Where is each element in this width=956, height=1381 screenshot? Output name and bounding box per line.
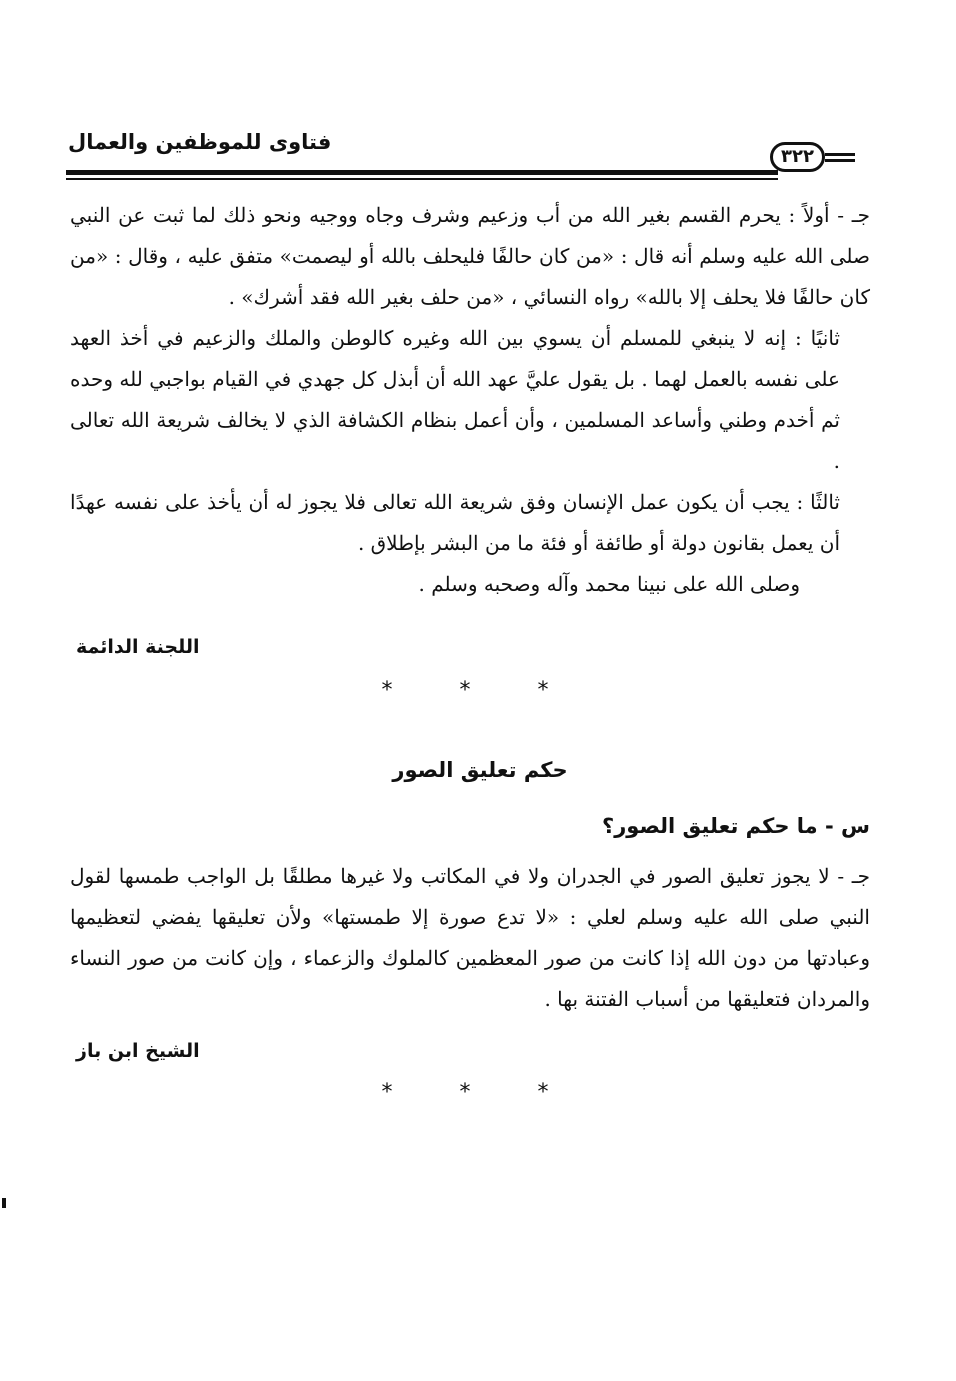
header-rule-thin bbox=[66, 178, 778, 180]
answer-one-para-2: ثانيًا : إنه لا ينبغي للمسلم أن يسوي بين الله وغيره كالوطن والملك والزعيم في أخذ العهد على نفسه بالعمل لهما . بل يقول عليَّ عهد الله أن أبذل كل جهدي في القيام بواجبي لله وحده ثم أخدم وطني وأساعد المسلمين ، وأن أعمل بنظام الكشافة الذي لا يخالف شريعة الله تعالى . bbox=[70, 326, 840, 473]
signature-committee: اللجنة الدائمة bbox=[76, 636, 200, 658]
section-separator-1: * * * bbox=[381, 678, 579, 703]
answer-one-para-3: ثالثًا : يجب أن يكون عمل الإنسان وفق شريعة الله تعالى فلا يجوز له أن يأخذ على نفسه عهدًا أن يعمل بقانون دولة أو طائفة أو فئة ما من البشر بإطلاق . bbox=[70, 490, 840, 555]
question-text: س - ما حكم تعليق الصور؟ bbox=[602, 814, 870, 838]
section-title: حكم تعليق الصور bbox=[392, 758, 568, 782]
book-title: فتاوى للموظفين والعمال bbox=[68, 130, 332, 154]
header-rule-thick bbox=[66, 170, 778, 175]
header-dash-ornament bbox=[825, 153, 855, 156]
answer-one bbox=[70, 195, 870, 605]
answer-two-para-1: جـ - لا يجوز تعليق الصور في الجدران ولا في المكاتب ولا غيرها مطلقًا بل الواجب طمسها لقول النبي صلى الله عليه وسلم لعلي : «لا تدع صورة إلا طمستها» ولأن تعليقها يفضي لتعظيمها وعبادتها من دون الله إذا كانت من صور المعظمين كالملوك والزعماء ، وإن كانت من صور النساء والمردان فتعليقها من أسباب الفتنة بها . bbox=[70, 864, 870, 1011]
section-separator-2: * * * bbox=[381, 1080, 579, 1105]
page-number-badge bbox=[770, 142, 858, 172]
answer-one-closing: وصلى الله على نبينا محمد وآله وصحبه وسلم . bbox=[418, 572, 800, 596]
signature-ibn-baz: الشيخ ابن باز bbox=[76, 1040, 200, 1062]
answer-two bbox=[70, 856, 870, 1020]
scan-speck bbox=[2, 1198, 6, 1208]
answer-one-para-1: جـ - أولاً : يحرم القسم بغير الله من أب وزعيم وشرف وجاه ووجيه ونحو ذلك لما ثبت عن النبي صلى الله عليه وسلم أنه قال : «من كان حالفًا فليحلف بالله أو ليصمت» متفق عليه ، وقال : «من كان حالفًا فلا يحلف إلا بالله» رواه النسائي ، «من حلف بغير الله فقد أشرك» . bbox=[70, 203, 871, 309]
page-number: ٣٢٢ bbox=[770, 142, 825, 172]
